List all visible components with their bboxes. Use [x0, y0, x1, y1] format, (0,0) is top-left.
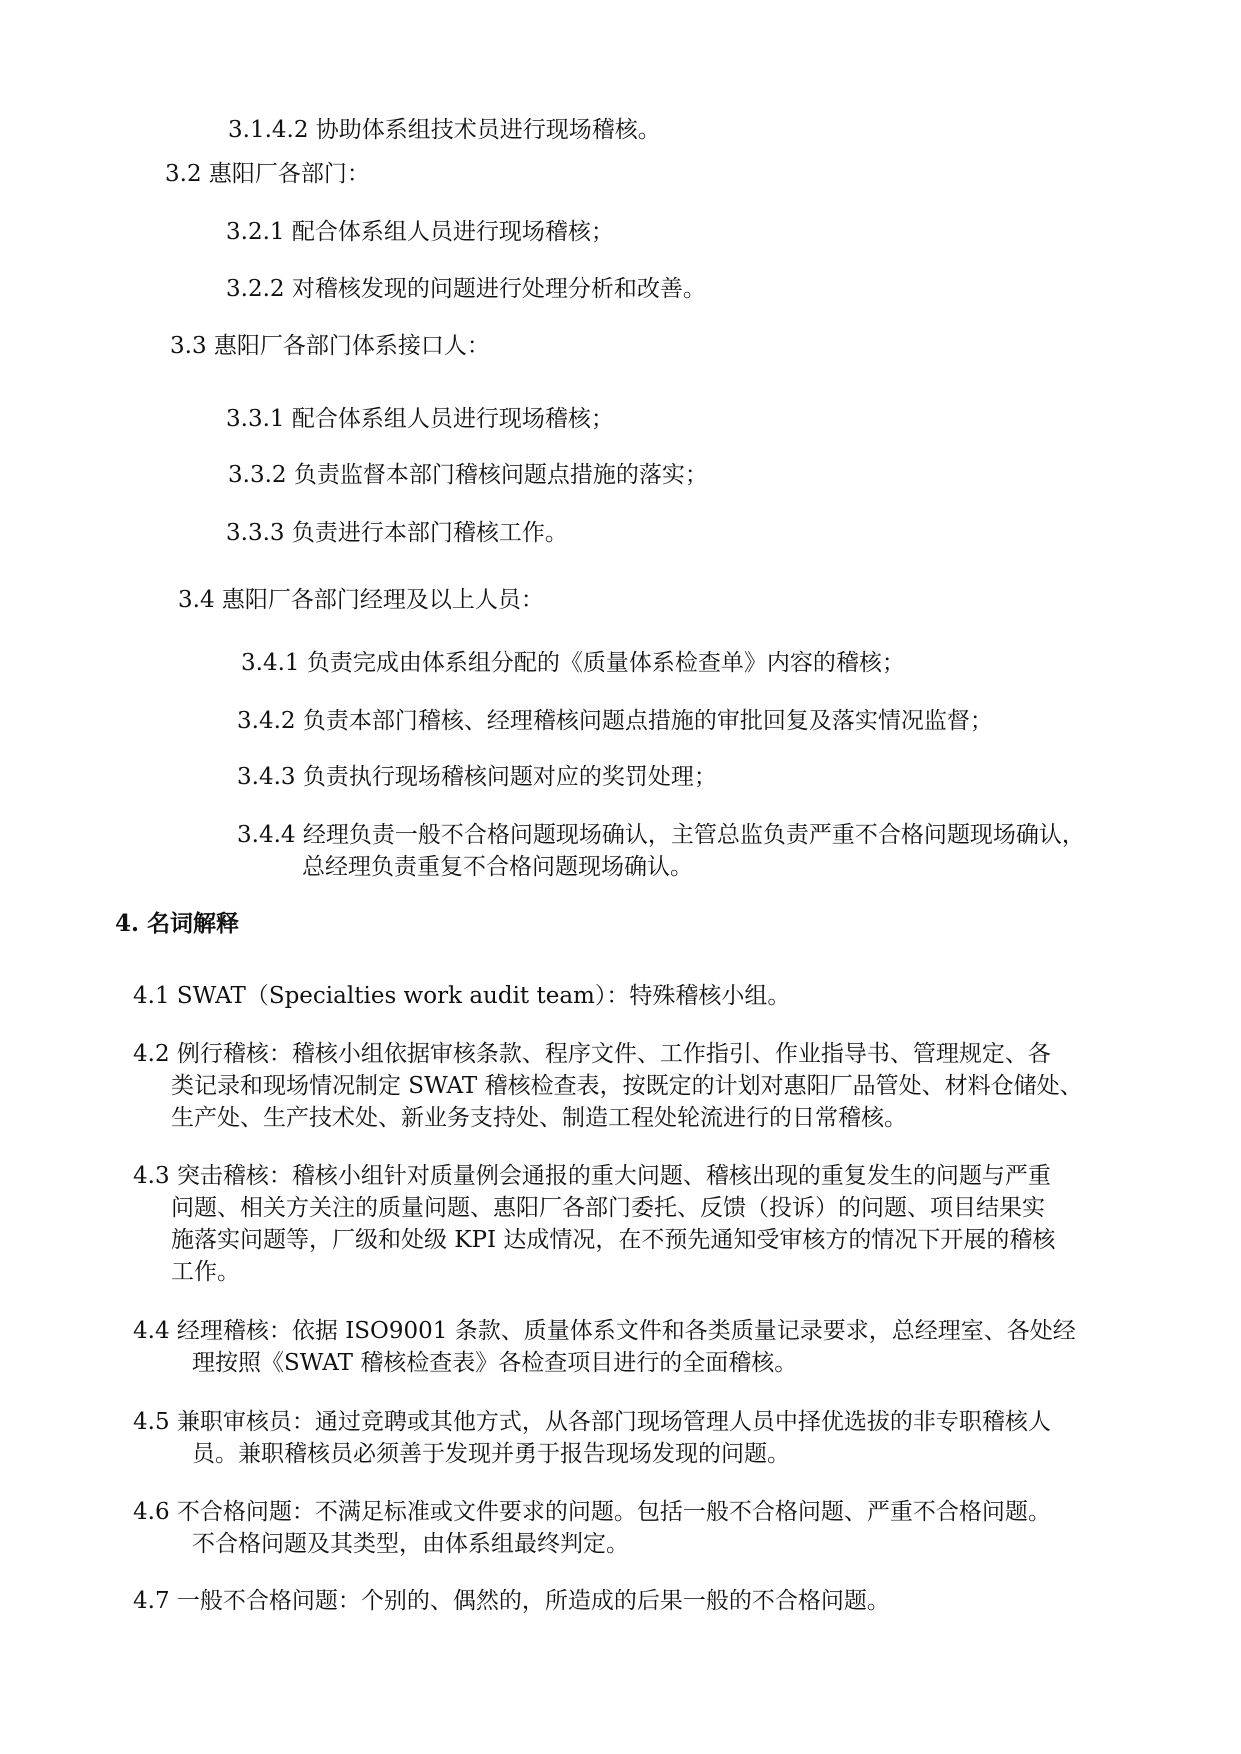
definition-4-4-line1: 4.4 经理稽核：依据 ISO9001 条款、质量体系文件和各类质量记录要求，总经理室、各处经 — [133, 1318, 1076, 1344]
item-3-3-3: 3.3.3 负责进行本部门稽核工作。 — [226, 520, 568, 546]
section-3-4-title: 3.4 惠阳厂各部门经理及以上人员： — [178, 587, 544, 613]
definition-4-5-line2: 员。兼职稽核员必须善于发现并勇于报告现场发现的问题。 — [192, 1441, 790, 1467]
definition-4-3-line2: 问题、相关方关注的质量问题、惠阳厂各部门委托、反馈（投诉）的问题、项目结果实 — [171, 1195, 1045, 1221]
item-3-4-1: 3.4.1 负责完成由体系组分配的《质量体系检查单》内容的稽核； — [241, 650, 905, 676]
section-3-3-title: 3.3 惠阳厂各部门体系接口人： — [170, 333, 490, 359]
definition-4-6-line2: 不合格问题及其类型，由体系组最终判定。 — [192, 1531, 629, 1557]
item-3-3-2: 3.3.2 负责监督本部门稽核问题点措施的落实； — [228, 462, 708, 488]
item-3-2-1: 3.2.1 配合体系组人员进行现场稽核； — [226, 219, 614, 245]
item-3-4-2: 3.4.2 负责本部门稽核、经理稽核问题点措施的审批回复及落实情况监督； — [237, 708, 993, 734]
definition-4-2-line1: 4.2 例行稽核：稽核小组依据审核条款、程序文件、工作指引、作业指导书、管理规定、各 — [133, 1041, 1051, 1067]
definition-4-3-line3: 施落实问题等，厂级和处级 KPI 达成情况，在不预先通知受审核方的情况下开展的稽核 — [171, 1227, 1056, 1253]
item-3-4-4-line1: 3.4.4 经理负责一般不合格问题现场确认，主管总监负责严重不合格问题现场确认， — [237, 822, 1085, 848]
item-3-4-4-line2: 总经理负责重复不合格问题现场确认。 — [302, 854, 693, 880]
definition-4-1: 4.1 SWAT（Specialties work audit team）：特殊稽核小组。 — [133, 983, 791, 1009]
item-3-3-1: 3.3.1 配合体系组人员进行现场稽核； — [226, 406, 614, 432]
definition-4-2-line3: 生产处、生产技术处、新业务支持处、制造工程处轮流进行的日常稽核。 — [171, 1105, 907, 1131]
section-3-2-title: 3.2 惠阳厂各部门： — [165, 161, 370, 187]
definition-4-4-line2: 理按照《SWAT 稽核检查表》各检查项目进行的全面稽核。 — [192, 1350, 798, 1376]
item-3-4-3: 3.4.3 负责执行现场稽核问题对应的奖罚处理； — [237, 764, 717, 790]
item-3-2-2: 3.2.2 对稽核发现的问题进行处理分析和改善。 — [226, 276, 706, 302]
definition-4-3-line1: 4.3 突击稽核：稽核小组针对质量例会通报的重大问题、稽核出现的重复发生的问题与严重 — [133, 1163, 1051, 1189]
definition-4-5-line1: 4.5 兼职审核员：通过竞聘或其他方式，从各部门现场管理人员中择优选拔的非专职稽核人 — [133, 1409, 1051, 1435]
definition-4-2-line2: 类记录和现场情况制定 SWAT 稽核检查表，按既定的计划对惠阳厂品管处、材料仓储处、 — [171, 1073, 1083, 1099]
definition-4-6-line1: 4.6 不合格问题：不满足标准或文件要求的问题。包括一般不合格问题、严重不合格问题。 — [133, 1499, 1051, 1525]
definition-4-7: 4.7 一般不合格问题：个别的、偶然的，所造成的后果一般的不合格问题。 — [133, 1588, 890, 1614]
item-3-1-4-2: 3.1.4.2 协助体系组技术员进行现场稽核。 — [228, 117, 661, 143]
section-4-heading: 4. 名词解释 — [115, 910, 240, 937]
definition-4-3-line4: 工作。 — [171, 1259, 240, 1285]
